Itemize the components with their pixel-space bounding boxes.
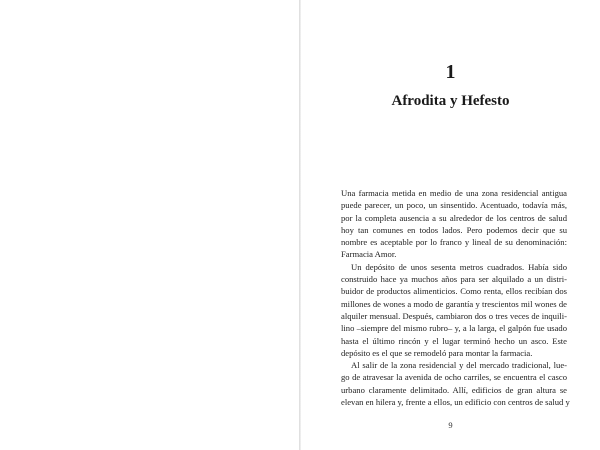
- paragraph-3: [341, 359, 570, 408]
- chapter-title: Afrodita y Hefesto: [391, 93, 510, 109]
- chapter-number: 1: [445, 61, 456, 83]
- text-line: Farmacia Amor.: [341, 249, 397, 260]
- text-line: millones de wones a modo de garantía y trescientos mil wones de: [341, 298, 567, 309]
- text-line: hasta el último rincón y el lugar terminó hecho un asco. Este: [341, 335, 567, 346]
- text-line: alquiler mensual. Después, cambiaron dos o tres veces de inquili-: [341, 310, 567, 321]
- paragraph-1: [341, 187, 567, 261]
- text-line: lino –siempre del mismo rubro– y, a la larga, el galpón fue usado: [341, 323, 567, 334]
- text-line: Un depósito de unos sesenta metros cuadrados. Había sido: [351, 261, 567, 272]
- text-line: construido hace ya muchos años para ser alquilado a un distri-: [341, 274, 567, 285]
- text-line: puede parecer, un poco, un sinsentido. Acentuado, todavía más,: [341, 200, 567, 211]
- right-page: [301, 0, 600, 450]
- paragraph-2: [341, 261, 567, 359]
- text-line: por la completa ausencia a su alrededor de los centros de salud: [341, 212, 567, 223]
- page-number: 9: [448, 420, 453, 430]
- text-line: urbano claramente delimitado. Allí, edificios de gran altura se: [341, 384, 567, 395]
- text-line: elevan en hilera y, frente a ellos, un edificio con centros de salud y: [341, 397, 570, 408]
- text-line: Una farmacia metida en medio de una zona residencial antigua: [341, 188, 567, 198]
- chapter-body: [341, 187, 570, 408]
- text-line: depósito es el que se remodeló para montar la farmacia.: [341, 347, 533, 358]
- text-line: buidor de productos alimenticios. Como renta, ellos recibían dos: [341, 286, 567, 297]
- text-line: go de atravesar la avenida de ocho carriles, se encuentra el casco: [341, 372, 567, 383]
- text-line: nombre es aceptable por lo franco y lineal de su denominación:: [341, 237, 567, 248]
- text-line: Al salir de la zona residencial y del mercado tradicional, lue-: [351, 360, 567, 371]
- text-line: hoy tan comunes en todos lados. Pero podemos decir que su: [341, 224, 567, 235]
